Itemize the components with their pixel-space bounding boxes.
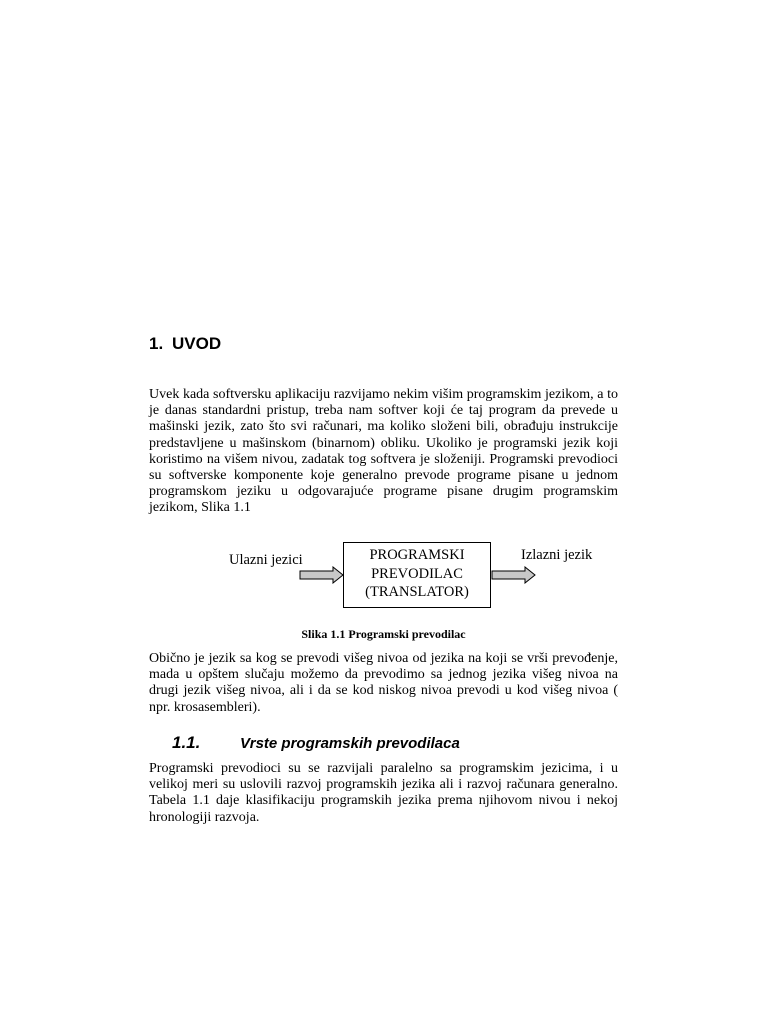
section-number: 1.1. <box>172 733 201 752</box>
box-line-2: PREVODILAC <box>371 565 463 582</box>
translator-box <box>343 542 491 608</box>
input-languages-label: Ulazni jezici <box>229 552 303 568</box>
chapter-number: 1. <box>149 334 164 353</box>
section-title: Vrste programskih prevodilaca <box>240 735 460 752</box>
input-arrow-icon <box>299 566 345 584</box>
output-arrow-icon <box>491 566 537 584</box>
chapter-heading <box>149 334 221 354</box>
box-line-3: (TRANSLATOR) <box>365 584 469 600</box>
translation-paragraph: Obično je jezik sa kog se prevodi višeg nivoa od jezika na koji se vrši prevođenje, mada u opštem slučaju možemo da prevodimo sa jednog jezika višeg nivoa na drugi jezik višeg nivoa, ali i da se kod niskog nivoa prevodi u kod višeg nivoa ( npr. krosasembleri). <box>149 651 618 715</box>
section-paragraph: Programski prevodioci su se razvijali paralelno sa programskim jezicima, i u velikoj meri su uslovili razvoj programskih jezika ali i razvoj računara generalno. Tabela 1.1 daje klasifikaciju programskih jezika prema njihovom nivou i nekoj hronologiji razvoja. <box>149 761 618 825</box>
figure-caption: Slika 1.1 Programski prevodilac <box>301 627 466 641</box>
chapter-title: UVOD <box>172 334 222 353</box>
output-language-label: Izlazni jezik <box>521 547 593 563</box>
box-line-1: PROGRAMSKI <box>369 547 465 563</box>
intro-paragraph: Uvek kada softversku aplikaciju razvijamo nekim višim programskim jezikom, a to je danas standardni pristup, treba nam softver koji će taj program da prevede u mašinski jezik, zato što svi računari, ma koliko složeni bili, obrađuju instrukcije predstavljene u mašinskom (binarnom) obliku. Ukoliko je programski jezik koji koristimo na višem nivou, zadatak tog softvera je složeniji. Programski prevodioci su softverske komponente koje generalno prevode programe pisane u jednom programskom jeziku u odgovarajuće programe pisane drugim programskim jezikom, Slika 1.1 <box>149 387 618 516</box>
